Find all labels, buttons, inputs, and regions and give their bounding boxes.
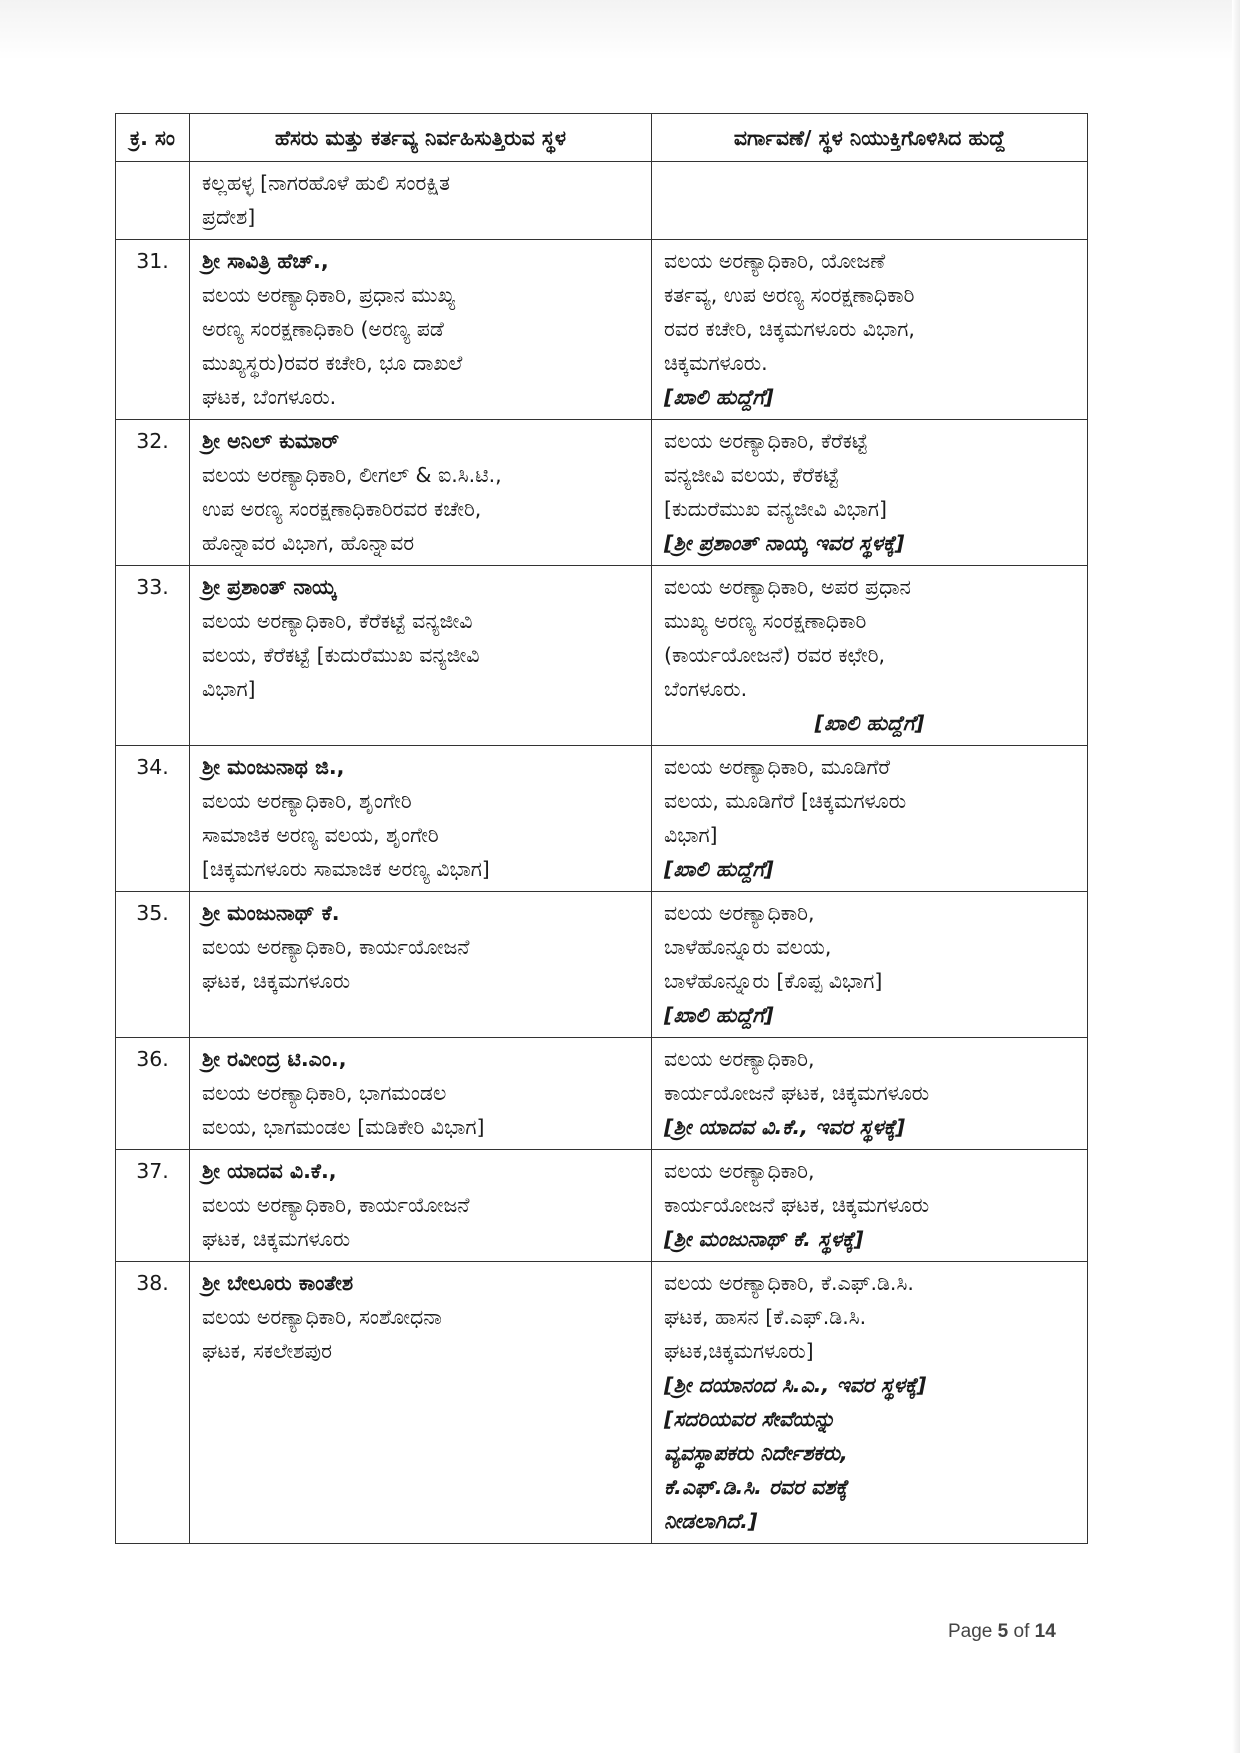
current-place-line: ಅರಣ್ಯ ಸಂರಕ್ಷಣಾಧಿಕಾರಿ (ಅರಣ್ಯ ಪಡೆ — [202, 317, 444, 341]
transfer-post-line: ವಲಯ ಅರಣ್ಯಾಧಿಕಾರಿ, ಕೆ.ಎಫ್.ಡಿ.ಸಿ. — [664, 1271, 914, 1295]
table-row — [116, 1262, 1088, 1544]
remark-line: ಕೆ.ಎಫ್.ಡಿ.ಸಿ. ರವರ ವಶಕ್ಕೆ — [664, 1475, 848, 1499]
transfer-post-line: ವಿಭಾಗ] — [664, 823, 718, 847]
current-place-line: ಘಟಕ, ಚಿಕ್ಕಮಗಳೂರು — [202, 1227, 351, 1251]
transfer-post-line: ವಲಯ ಅರಣ್ಯಾಧಿಕಾರಿ, — [664, 1159, 815, 1183]
officer-name: ಶ್ರೀ ಬೇಲೂರು ಕಾಂತೇಶ — [202, 1271, 354, 1295]
transfer-post-line: ಘಟಕ, ಹಾಸನ [ಕೆ.ಎಫ್.ಡಿ.ಸಿ. — [664, 1305, 867, 1329]
current-place-line: ವಲಯ ಅರಣ್ಯಾಧಿಕಾರಿ, ಕೆರೆಕಟ್ಟೆ ವನ್ಯಜೀವಿ — [202, 609, 473, 633]
transfer-post-line: ವಲಯ ಅರಣ್ಯಾಧಿಕಾರಿ, ಕೆರೆಕಟ್ಟೆ — [664, 429, 868, 453]
remark-line: ನೀಡಲಾಗಿದೆ.] — [664, 1509, 758, 1533]
current-place-line: ಘಟಕ, ಬೆಂಗಳೂರು. — [202, 385, 337, 409]
table-row — [116, 1150, 1088, 1262]
remark-line: [ಖಾಲಿ ಹುದ್ದೆಗೆ] — [664, 857, 774, 881]
transfer-post-line: ಕಾರ್ಯಯೋಜನೆ ಘಟಕ, ಚಿಕ್ಕಮಗಳೂರು — [664, 1081, 930, 1105]
serial-cell: 36. — [116, 1038, 190, 1150]
table-row — [116, 746, 1088, 892]
current-place-line: ವಲಯ, ಕೆರೆಕಟ್ಟೆ [ಕುದುರೆಮುಖ ವನ್ಯಜೀವಿ — [202, 643, 480, 667]
name-place-cell — [190, 1150, 652, 1262]
table-row — [116, 566, 1088, 746]
remark-line: [ಖಾಲಿ ಹುದ್ದೆಗೆ] — [814, 711, 925, 735]
transfer-post-line: ವಲಯ ಅರಣ್ಯಾಧಿಕಾರಿ, — [664, 901, 815, 925]
transfer-post-line: ಕರ್ತವ್ಯ, ಉಪ ಅರಣ್ಯ ಸಂರಕ್ಷಣಾಧಿಕಾರಿ — [664, 283, 915, 307]
transfer-post-line: ವಲಯ ಅರಣ್ಯಾಧಿಕಾರಿ, ಯೋಜಣೆ — [664, 249, 886, 273]
carryover-serial-cell — [116, 162, 190, 240]
name-place-cell — [190, 746, 652, 892]
carryover-name-cell — [190, 162, 652, 240]
current-place-line: ಉಪ ಅರಣ್ಯ ಸಂರಕ್ಷಣಾಧಿಕಾರಿರವರ ಕಚೇರಿ, — [202, 497, 482, 521]
carryover-post-cell — [652, 162, 1088, 240]
current-place-line: ವಿಭಾಗ] — [202, 677, 256, 701]
officer-name: ಶ್ರೀ ಮಂಜುನಾಥ ಜಿ., — [202, 755, 345, 779]
current-place-line: ಸಾಮಾಜಿಕ ಅರಣ್ಯ ವಲಯ, ಶೃಂಗೇರಿ — [202, 823, 439, 847]
current-place-line: ವಲಯ ಅರಣ್ಯಾಧಿಕಾರಿ, ಲೀಗಲ್ & ಐ.ಸಿ.ಟಿ., — [202, 463, 502, 487]
transfer-post-line: ಬೆಂಗಳೂರು. — [664, 677, 748, 701]
transfer-post-line: ವನ್ಯಜೀವಿ ವಲಯ, ಕೆರೆಕಟ್ಟೆ — [664, 463, 839, 487]
remark-line: [ಸದರಿಯವರ ಸೇವೆಯನ್ನು — [664, 1407, 835, 1431]
of-word: of — [1013, 1621, 1030, 1642]
remark-line: [ಶ್ರೀ ಯಾದವ ವಿ.ಕೆ., ಇವರ ಸ್ಥಳಕ್ಕೆ] — [664, 1115, 905, 1139]
officer-name: ಶ್ರೀ ಅನಿಲ್ ಕುಮಾರ್ — [202, 429, 340, 453]
transfer-post-cell — [652, 566, 1088, 746]
transfer-post-cell — [652, 1038, 1088, 1150]
transfer-post-line: ಕಾರ್ಯಯೋಜನೆ ಘಟಕ, ಚಿಕ್ಕಮಗಳೂರು — [664, 1193, 930, 1217]
transfer-post-cell — [652, 420, 1088, 566]
name-place-cell — [190, 240, 652, 420]
total-pages: 14 — [1034, 1621, 1056, 1642]
transfer-post-line: ಬಾಳೆಹೊನ್ನೂರು ವಲಯ, — [664, 935, 832, 959]
scan-top-shade — [0, 0, 1240, 60]
carryover-line: ಕಲ್ಲಹಳ್ಳ [ನಾಗರಹೊಳೆ ಹುಲಿ ಸಂರಕ್ಷಿತ — [202, 171, 450, 195]
scan-right-edge — [1232, 0, 1240, 1753]
current-place-line: ವಲಯ ಅರಣ್ಯಾಧಿಕಾರಿ, ಶೃಂಗೇರಿ — [202, 789, 412, 813]
page-word: Page — [948, 1621, 993, 1642]
transfer-post-line: ಮುಖ್ಯ ಅರಣ್ಯ ಸಂರಕ್ಷಣಾಧಿಕಾರಿ — [664, 609, 867, 633]
current-place-line: ವಲಯ ಅರಣ್ಯಾಧಿಕಾರಿ, ಭಾಗಮಂಡಲ — [202, 1081, 447, 1105]
current-place-line: ಮುಖ್ಯಸ್ಥರು)ರವರ ಕಚೇರಿ, ಭೂ ದಾಖಲೆ — [202, 351, 463, 375]
current-place-line: ಘಟಕ, ಚಿಕ್ಕಮಗಳೂರು — [202, 969, 351, 993]
transfer-post-line: [ಕುದುರೆಮುಖ ವನ್ಯಜೀವಿ ವಿಭಾಗ] — [664, 497, 887, 521]
serial-cell: 34. — [116, 746, 190, 892]
officer-name: ಶ್ರೀ ಯಾದವ ವಿ.ಕೆ., — [202, 1159, 337, 1183]
current-place-line: ಹೊನ್ನಾವರ ವಿಭಾಗ, ಹೊನ್ನಾವರ — [202, 531, 415, 555]
current-place-line: [ಚಿಕ್ಕಮಗಳೂರು ಸಾಮಾಜಿಕ ಅರಣ್ಯ ವಿಭಾಗ] — [202, 857, 490, 881]
transfer-table — [115, 113, 1088, 1544]
current-place-line: ವಲಯ ಅರಣ್ಯಾಧಿಕಾರಿ, ಸಂಶೋಧನಾ — [202, 1305, 442, 1329]
name-place-cell — [190, 1038, 652, 1150]
table-row — [116, 892, 1088, 1038]
header-transfer-post: ವರ್ಗಾವಣೆ/ ಸ್ಥಳ ನಿಯುಕ್ತಿಗೊಳಿಸಿದ ಹುದ್ದೆ — [652, 114, 1088, 162]
serial-cell: 38. — [116, 1262, 190, 1544]
transfer-post-line: ವಲಯ ಅರಣ್ಯಾಧಿಕಾರಿ, — [664, 1047, 815, 1071]
transfer-post-cell — [652, 1262, 1088, 1544]
header-serial: ಕ್ರ. ಸಂ — [116, 114, 190, 162]
transfer-post-line: ಬಾಳೆಹೊನ್ನೂರು [ಕೊಪ್ಪ ವಿಭಾಗ] — [664, 969, 883, 993]
serial-cell: 33. — [116, 566, 190, 746]
table-row — [116, 1038, 1088, 1150]
transfer-post-cell — [652, 746, 1088, 892]
table-row-carryover — [116, 162, 1088, 240]
table-row — [116, 420, 1088, 566]
page-number — [948, 1621, 1056, 1643]
remark-line: [ಶ್ರೀ ಮಂಜುನಾಥ್ ಕೆ. ಸ್ಥಳಕ್ಕೆ] — [664, 1227, 864, 1251]
transfer-post-line: ಘಟಕ,ಚಿಕ್ಕಮಗಳೂರು] — [664, 1339, 814, 1363]
remark-line: [ಖಾಲಿ ಹುದ್ದೆಗೆ] — [664, 1003, 774, 1027]
carryover-line: ಪ್ರದೇಶ] — [202, 205, 256, 229]
transfer-post-line: ರವರ ಕಚೇರಿ, ಚಿಕ್ಕಮಗಳೂರು ವಿಭಾಗ, — [664, 317, 915, 341]
current-place-line: ವಲಯ ಅರಣ್ಯಾಧಿಕಾರಿ, ಕಾರ್ಯಯೋಜನೆ — [202, 1193, 470, 1217]
current-place-line: ವಲಯ ಅರಣ್ಯಾಧಿಕಾರಿ, ಪ್ರಧಾನ ಮುಖ್ಯ — [202, 283, 456, 307]
transfer-post-cell — [652, 1150, 1088, 1262]
transfer-post-line: ವಲಯ ಅರಣ್ಯಾಧಿಕಾರಿ, ಅಪರ ಪ್ರಧಾನ — [664, 575, 911, 599]
name-place-cell — [190, 892, 652, 1038]
current-place-line: ವಲಯ ಅರಣ್ಯಾಧಿಕಾರಿ, ಕಾರ್ಯಯೋಜನೆ — [202, 935, 470, 959]
officer-name: ಶ್ರೀ ಮಂಜುನಾಥ್ ಕೆ. — [202, 901, 340, 925]
header-name-place: ಹೆಸರು ಮತ್ತು ಕರ್ತವ್ಯ ನಿರ್ವಹಿಸುತ್ತಿರುವ ಸ್ಥಳ — [190, 114, 652, 162]
serial-cell: 37. — [116, 1150, 190, 1262]
table-row — [116, 240, 1088, 420]
remark-line: [ಶ್ರೀ ದಯಾನಂದ ಸಿ.ಎ., ಇವರ ಸ್ಥಳಕ್ಕೆ] — [664, 1373, 927, 1397]
current-page: 5 — [997, 1621, 1009, 1642]
table-body — [116, 162, 1088, 1544]
name-place-cell — [190, 1262, 652, 1544]
officer-name: ಶ್ರೀ ರವೀಂದ್ರ ಟಿ.ಎಂ., — [202, 1047, 347, 1071]
serial-cell: 35. — [116, 892, 190, 1038]
remark-line: ವ್ಯವಸ್ಥಾಪಕರು ನಿರ್ದೇಶಕರು, — [664, 1441, 848, 1465]
current-place-line: ವಲಯ, ಭಾಗಮಂಡಲ [ಮಡಿಕೇರಿ ವಿಭಾಗ] — [202, 1115, 485, 1139]
transfer-post-line: ವಲಯ ಅರಣ್ಯಾಧಿಕಾರಿ, ಮೂಡಿಗೆರೆ — [664, 755, 891, 779]
officer-name: ಶ್ರೀ ಪ್ರಶಾಂತ್ ನಾಯ್ಕ — [202, 575, 336, 599]
transfer-post-line: ವಲಯ, ಮೂಡಿಗೆರೆ [ಚಿಕ್ಕಮಗಳೂರು — [664, 789, 907, 813]
officer-name: ಶ್ರೀ ಸಾವಿತ್ರಿ ಹೆಚ್., — [202, 249, 329, 273]
serial-cell: 31. — [116, 240, 190, 420]
transfer-post-line: ಚಿಕ್ಕಮಗಳೂರು. — [664, 351, 768, 375]
name-place-cell — [190, 566, 652, 746]
current-place-line: ಘಟಕ, ಸಕಲೇಶಪುರ — [202, 1339, 332, 1363]
transfer-post-line: (ಕಾರ್ಯಯೋಜನೆ) ರವರ ಕಛೇರಿ, — [664, 643, 886, 667]
transfer-post-cell — [652, 240, 1088, 420]
remark-line: [ಶ್ರೀ ಪ್ರಶಾಂತ್ ನಾಯ್ಕ ಇವರ ಸ್ಥಳಕ್ಕೆ] — [664, 531, 905, 555]
remark-line: [ಖಾಲಿ ಹುದ್ದೆಗೆ] — [664, 385, 774, 409]
serial-cell: 32. — [116, 420, 190, 566]
transfer-post-cell — [652, 892, 1088, 1038]
table-header-row — [116, 114, 1088, 162]
name-place-cell — [190, 420, 652, 566]
